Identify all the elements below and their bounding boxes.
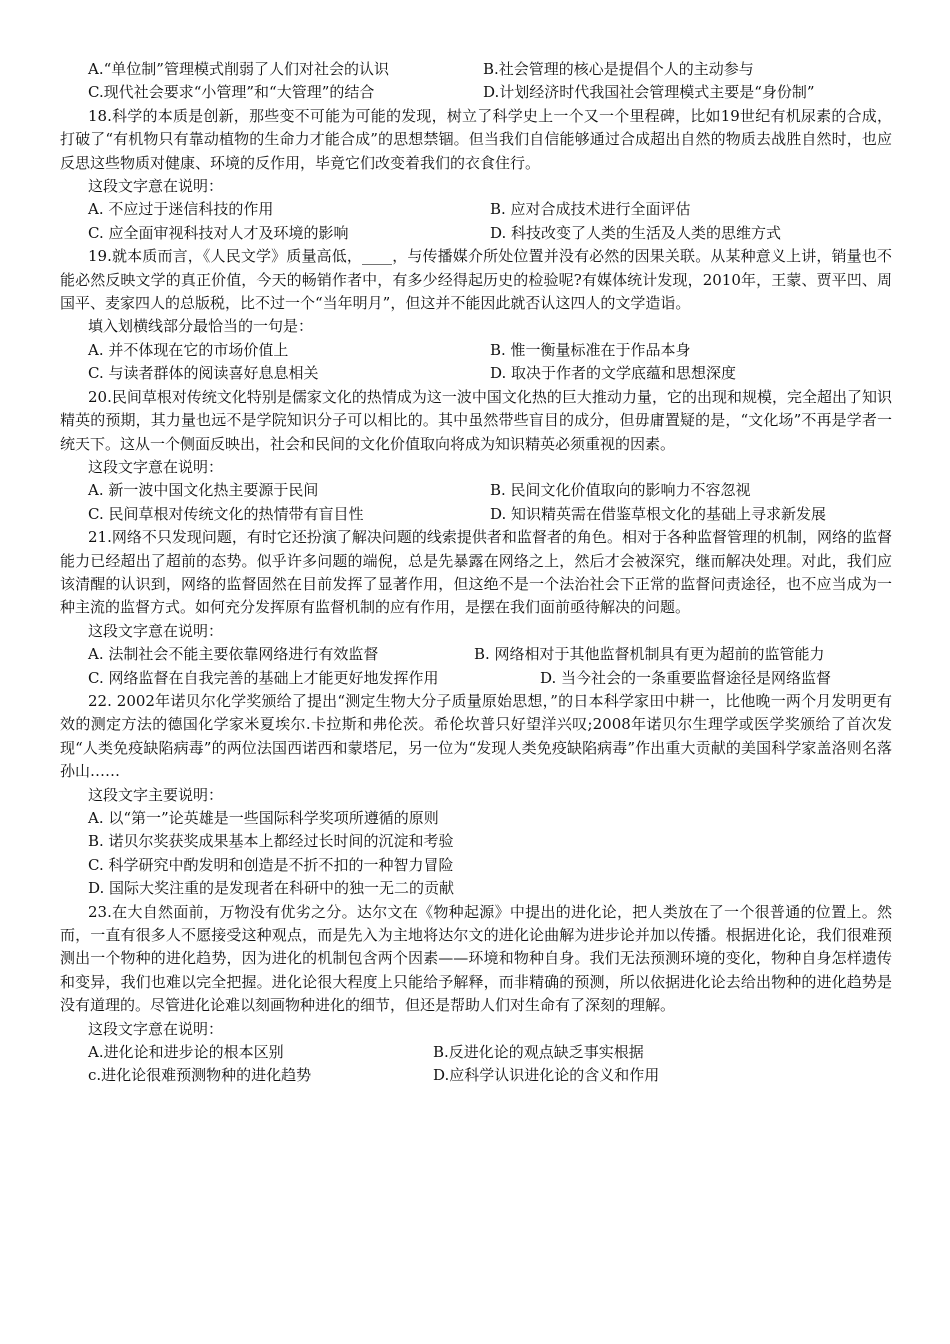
q23-options bbox=[88, 1041, 892, 1088]
q20-block bbox=[60, 386, 892, 526]
q18-option-a[interactable]: A. 不应过于迷信科技的作用 bbox=[88, 200, 274, 219]
q21-options bbox=[88, 643, 892, 690]
q21-option-b[interactable]: B. 网络相对于其他监督机制具有更为超前的监管能力 bbox=[474, 645, 825, 664]
q23-option-d[interactable]: D.应科学认识进化论的含义和作用 bbox=[433, 1066, 660, 1085]
q18-option-b[interactable]: B. 应对合成技术进行全面评估 bbox=[490, 200, 691, 219]
q17-option-a[interactable]: A.“单位制”管理模式削弱了人们对社会的认识 bbox=[88, 60, 389, 78]
q18-option-d[interactable]: D. 科技改变了人类的生活及人类的思维方式 bbox=[490, 223, 782, 242]
q23-option-a[interactable]: A.进化论和进步论的根本区别 bbox=[88, 1043, 284, 1062]
q23-block bbox=[60, 901, 892, 1088]
q20-prompt: 这段文字意在说明： bbox=[88, 457, 224, 476]
q21-row-1 bbox=[88, 643, 892, 666]
q22-option-c[interactable]: C. 科学研究中酌发明和创造是不折不扣的一种智力冒险 bbox=[88, 855, 454, 874]
q21-option-c[interactable]: C. 网络监督在自我完善的基础上才能更好地发挥作用 bbox=[88, 668, 439, 687]
q19-option-c[interactable]: C. 与读者群体的阅读喜好息息相关 bbox=[88, 364, 319, 383]
q21-stem bbox=[60, 526, 892, 620]
q17-options bbox=[88, 58, 892, 105]
q20-option-a[interactable]: A. 新一波中国文化热主要源于民间 bbox=[88, 481, 319, 500]
q19-stem bbox=[60, 245, 892, 315]
q23-prompt: 这段文字意在说明： bbox=[88, 1019, 224, 1038]
q22-options bbox=[88, 807, 892, 901]
q20-option-d[interactable]: D. 知识精英需在借鉴草根文化的基础上寻求新发展 bbox=[490, 504, 827, 523]
q23-stem bbox=[60, 901, 892, 1018]
q21-prompt: 这段文字意在说明： bbox=[88, 621, 224, 640]
q18-stem-text: 18.科学的本质是创新，那些变不可能为可能的发现，树立了科学史上一个又一个里程碑，比如19世纪有机尿素的合成，打破了“有机物只有靠动植物的生命力才能合成”的思想禁锢。但当我们自信能够通过合成超出自然的物质去战胜自然时，也应反思这些物质对健康、环境的反作用，毕竟它们改变着我们的衣食住行。 bbox=[60, 106, 892, 172]
q21-row-2 bbox=[88, 667, 892, 690]
q20-stem bbox=[60, 386, 892, 456]
q19-option-a[interactable]: A. 并不体现在它的市场价值上 bbox=[88, 340, 289, 359]
q19-option-d[interactable]: D. 取决于作者的文学底蕴和思想深度 bbox=[490, 364, 737, 383]
q21-stem-text: 21.网络不只发现问题，有时它还扮演了解决问题的线索提供者和监督者的角色。相对于各种监督管理的机制，网络的监督能力已经超出了超前的态势。似乎许多问题的端倪，总是先暴露在网络之上，然后才会被深究，继而解决处理。对此，我们应该清醒的认识到，网络的监督固然在目前发挥了显著作用，但这绝不是一个法治社会下正常的监督问责途径，也不应当成为一种主流的监督方式。如何充分发挥原有监督机制的应有作用，是摆在我们面前亟待解决的问题。 bbox=[60, 528, 892, 617]
q21-block bbox=[60, 526, 892, 690]
q22-stem-text: 22. 2002年诺贝尔化学奖颁给了提出“测定生物大分子质量原始思想，”的日本科学家田中耕一，比他晚一两个月发明更有效的测定方法的德国化学家米夏埃尔.卡拉斯和弗伦茨。希伦坎普只好望洋兴叹;2008年诺贝尔生理学或医学奖颁给了首次发现“人类免疫缺陷病毒”的两位法国西诺西和蒙塔尼，另一位为“发现人类免疫缺陷病毒”作出重大贡献的美国科学家盖洛则名落孙山…… bbox=[60, 691, 892, 781]
q19-option-b[interactable]: B. 惟一衡量标准在于作品本身 bbox=[490, 340, 691, 359]
q17-option-b[interactable]: B.社会管理的核心是提倡个人的主动参与 bbox=[483, 60, 754, 78]
q19-block bbox=[60, 245, 892, 385]
q22-stem bbox=[60, 690, 892, 784]
q18-stem bbox=[60, 105, 892, 175]
q20-option-b[interactable]: B. 民间文化价值取向的影响力不容忽视 bbox=[490, 481, 751, 500]
q18-block bbox=[60, 105, 892, 245]
q20-option-c[interactable]: C. 民间草根对传统文化的热情带有盲目性 bbox=[88, 504, 364, 523]
q18-options bbox=[88, 198, 892, 245]
q18-prompt: 这段文字意在说明： bbox=[88, 177, 224, 196]
q22-prompt: 这段文字主要说明： bbox=[88, 785, 224, 804]
q19-stem-text: 19.就本质而言，《人民文学》质量高低，____，与传播媒介所处位置并没有必然的因果关联。从某种意义上讲，销量也不能必然反映文学的真正价值，今天的畅销作者中，有多少经得起历史的检验呢?有媒体统计发现，2010年，王蒙、贾平凹、周国平、麦家四人的总版税，比不过一个“当年明月”，但这并不能因此就否认这四人的文学造诣。 bbox=[60, 247, 892, 313]
q21-option-a[interactable]: A. 法制社会不能主要依靠网络进行有效监督 bbox=[88, 645, 379, 664]
q23-option-c[interactable]: c.进化论很难预测物种的进化趋势 bbox=[88, 1066, 312, 1085]
q17-option-d[interactable]: D.计划经济时代我国社会管理模式主要是“身份制” bbox=[483, 83, 815, 102]
q22-option-a[interactable]: A. 以“第一”论英雄是一些国际科学奖项所遵循的原则 bbox=[88, 809, 439, 827]
q23-option-b[interactable]: B.反进化论的观点缺乏事实根据 bbox=[433, 1043, 644, 1062]
q18-option-c[interactable]: C. 应全面审视科技对人才及环境的影响 bbox=[88, 223, 349, 242]
q19-options bbox=[88, 339, 892, 386]
q19-prompt: 填入划横线部分最恰当的一句是： bbox=[88, 317, 314, 336]
q20-options bbox=[88, 479, 892, 526]
q17-option-c[interactable]: C.现代社会要求“小管理”和“大管理”的结合 bbox=[88, 83, 375, 102]
q23-stem-text: 23.在大自然面前，万物没有优劣之分。达尔文在《物种起源》中提出的进化论，把人类放在了一个很普通的位置上。然而，一直有很多人不愿接受这种观点，而是先入为主地将达尔文的进化论曲解为进步论并加以传播。根据进化论，我们很难预测出一个物种的进化趋势，因为进化的机制包含两个因素——环境和物种自身。我们无法预测环境的变化，物种自身怎样遗传和变异，我们也难以完全把握。进化论很大程度上只能给予解释，而非精确的预测，所以依据进化论去给出物种的进化趋势是没有道理的。尽管进化论难以刻画物种进化的细节，但还是帮助人们对生命有了深刻的理解。 bbox=[60, 902, 892, 1015]
q22-block bbox=[60, 690, 892, 901]
q21-option-d[interactable]: D. 当今社会的一条重要监督途径是网络监督 bbox=[540, 668, 832, 687]
q20-stem-text: 20.民间草根对传统文化特别是儒家文化的热情成为这一波中国文化热的巨大推动力量，它的出现和规模，完全超出了知识精英的预期，其力量也远不是学院知识分子可以相比的。其中虽然带些盲目的成分，但毋庸置疑的是，“文化场”不再是学者一统天下。这从一个侧面反映出，社会和民间的文化价值取向将成为知识精英必须重视的因素。 bbox=[60, 387, 892, 453]
q22-option-b[interactable]: B. 诺贝尔奖获奖成果基本上都经过长时间的沉淀和考验 bbox=[88, 832, 454, 851]
q22-option-d[interactable]: D. 国际大奖注重的是发现者在科研中的独一无二的贡献 bbox=[88, 879, 455, 898]
